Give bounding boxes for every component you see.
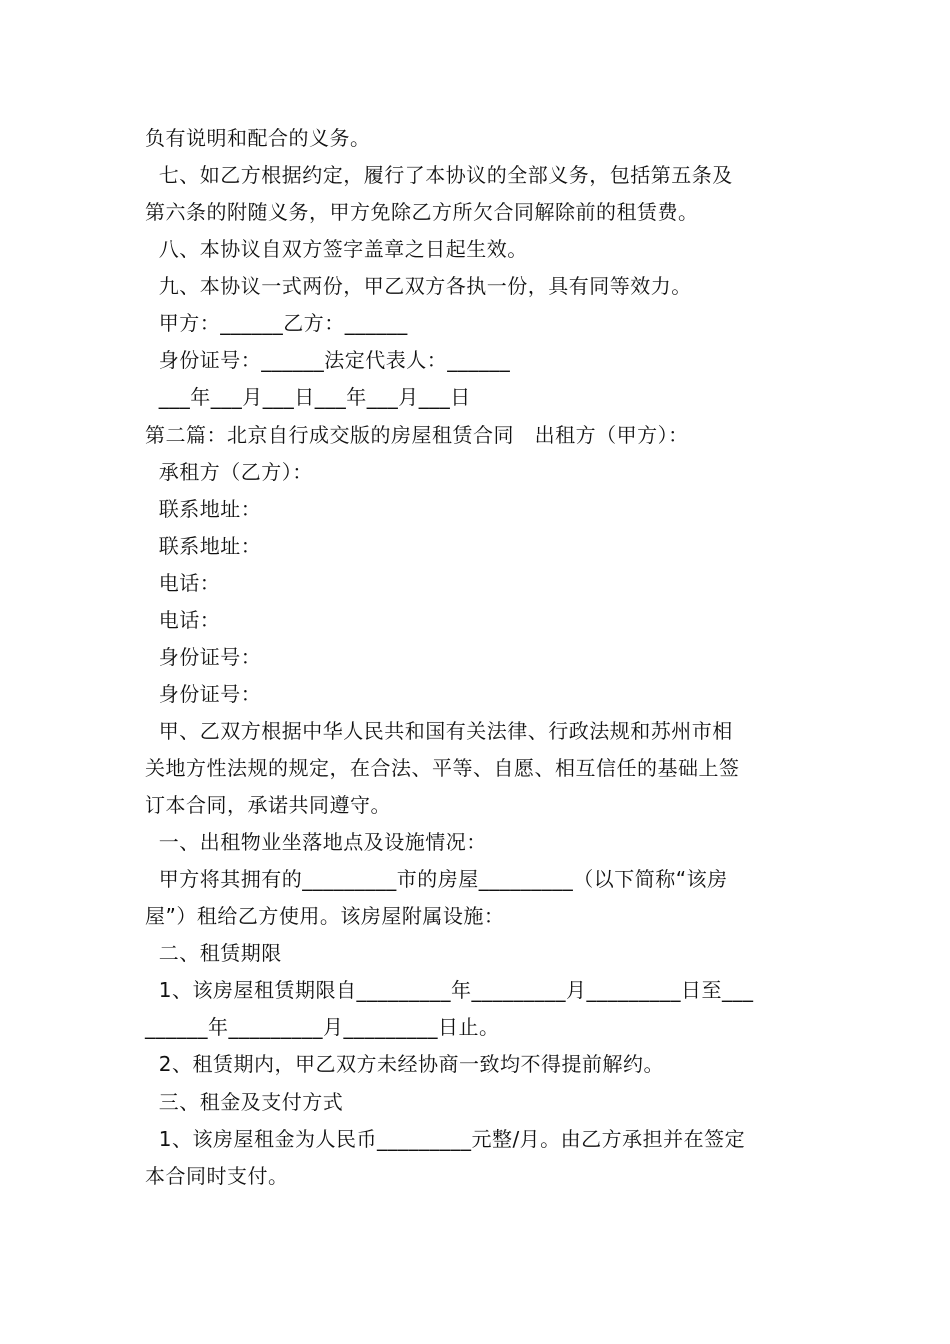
text-line: 三、租金及支付方式 bbox=[145, 1090, 344, 1114]
text-line: 承租方（乙方）： bbox=[145, 460, 313, 484]
text-line: 电话： bbox=[145, 608, 221, 632]
section-heading: 第二篇：北京自行成交版的房屋租赁合同 出租方（甲方）： bbox=[145, 423, 689, 447]
text-line: 甲方：______乙方：______ bbox=[145, 311, 408, 335]
text-line: 屋”）租给乙方使用。该房屋附属设施： bbox=[145, 904, 505, 928]
text-line: 身份证号： bbox=[145, 682, 262, 706]
text-line: ______年_________月_________日止。 bbox=[145, 1015, 500, 1039]
text-line: 二、租赁期限 bbox=[145, 941, 282, 965]
text-line: 第六条的附随义务，甲方免除乙方所欠合同解除前的租赁费。 bbox=[145, 200, 699, 224]
text-line: 1、该房屋租赁期限自_________年_________月_________日至___ bbox=[145, 978, 754, 1002]
text-line: 负有说明和配合的义务。 bbox=[145, 126, 371, 150]
text-line: 1、该房屋租金为人民币_________元整/月。由乙方承担并在签定 bbox=[145, 1127, 746, 1151]
text-line: 联系地址： bbox=[145, 497, 262, 521]
text-line: 甲方将其拥有的_________市的房屋_________（以下简称“该房 bbox=[145, 867, 728, 891]
text-line: 九、本协议一式两份，甲乙双方各执一份，具有同等效力。 bbox=[145, 274, 692, 298]
text-line: 七、如乙方根据约定，履行了本协议的全部义务，包括第五条及 bbox=[145, 163, 733, 187]
text-line: 本合同时支付。 bbox=[145, 1164, 289, 1188]
text-line: 一、出租物业坐落地点及设施情况： bbox=[145, 830, 487, 854]
text-line: 电话： bbox=[145, 571, 221, 595]
text-line: 八、本协议自双方签字盖章之日起生效。 bbox=[145, 237, 528, 261]
text-line: 订本合同，承诺共同遵守。 bbox=[145, 793, 391, 817]
text-line: 关地方性法规的规定，在合法、平等、自愿、相互信任的基础上签 bbox=[145, 756, 740, 780]
text-line: 甲、乙双方根据中华人民共和国有关法律、行政法规和苏州市相 bbox=[145, 719, 733, 743]
text-line: 身份证号： bbox=[145, 645, 262, 669]
text-line: 2、租赁期内，甲乙双方未经协商一致均不得提前解约。 bbox=[145, 1052, 664, 1076]
text-line: 联系地址： bbox=[145, 534, 262, 558]
text-line: 身份证号：______法定代表人：______ bbox=[145, 348, 511, 372]
text-line: ___年___月___日___年___月___日 bbox=[145, 385, 471, 409]
